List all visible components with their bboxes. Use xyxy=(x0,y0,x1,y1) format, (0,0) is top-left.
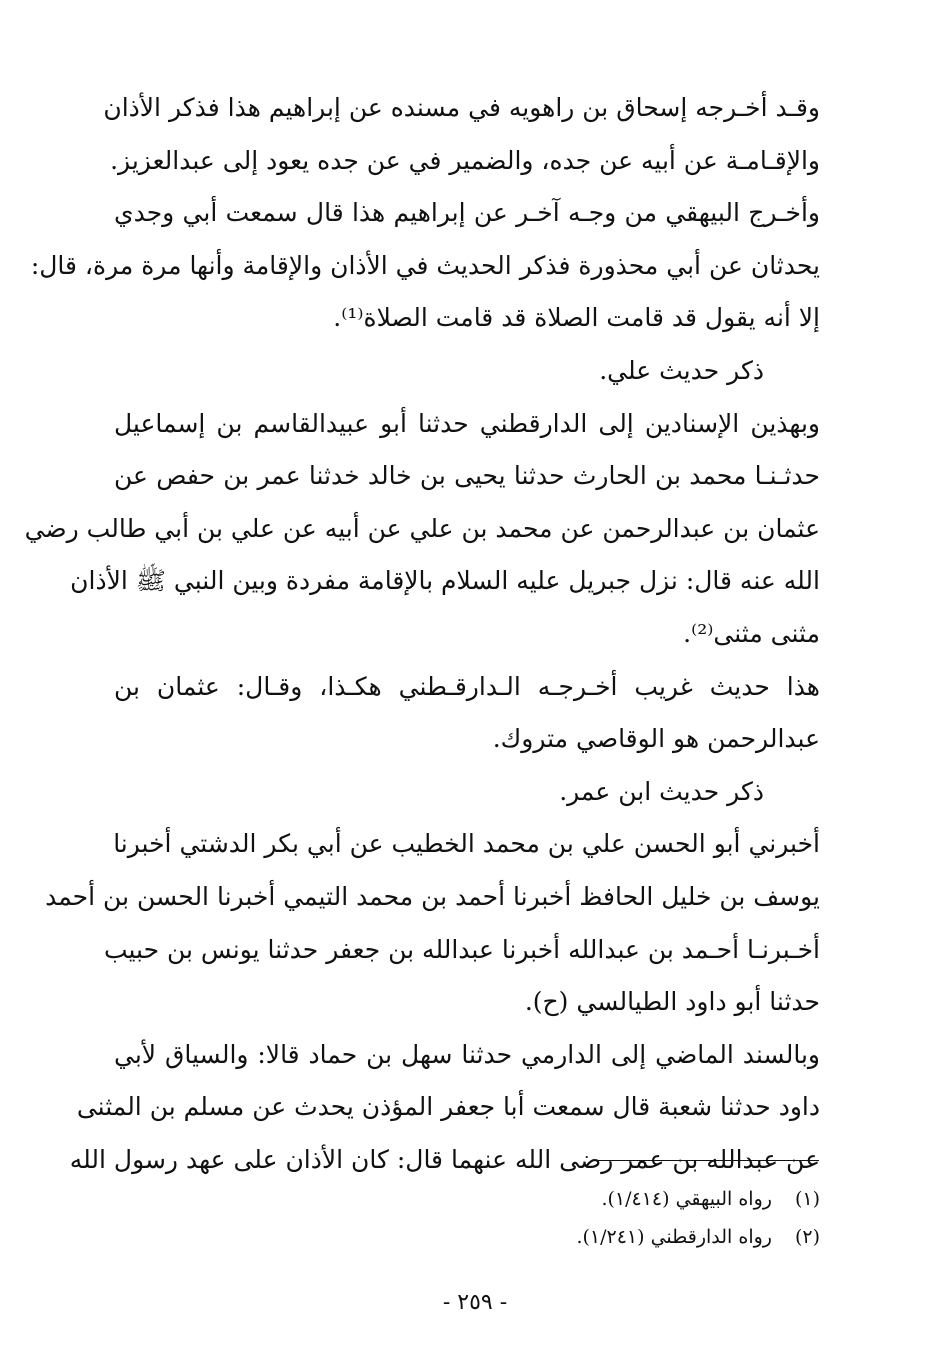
text-line: إلا أنه يقول قد قامت الصلاة قد قامت الصلاة⁽¹⁾. xyxy=(333,303,820,333)
text-line: أخبرني أبو الحسن علي بن محمد الخطيب عن أبي بكر الدشتي أخبرنا xyxy=(113,829,820,859)
text-line: عثمان بن عبدالرحمن عن محمد بن علي عن أبيه عن علي بن أبي طالب رضي xyxy=(24,513,820,543)
text-line: حدثـنـا محمد بن الحارث حدثنا يحيى بن خالد خدثنا عمر بن حفص عن xyxy=(114,461,820,491)
footnote-text: رواه الدارقطني (١/٢٤١). xyxy=(576,1226,772,1248)
footnote-text: رواه البيهقي (١/٤١٤). xyxy=(601,1188,772,1210)
footnote-item xyxy=(576,1180,820,1218)
text-line: هذا حديث غريب أخـرجـه الـدارقـطني هكـذا، وقـال: عثمان بن xyxy=(114,671,820,701)
text-line: والإقـامـة عن أبيه عن جده، والضمير في عن جده يعود إلى عبدالعزيز. xyxy=(110,145,820,175)
text-line: وقـد أخـرجه إسحاق بن راهويه في مسنده عن إبراهيم هذا فذكر الأذان xyxy=(103,93,820,122)
text-line: حدثنا أبو داود الطيالسي (ح). xyxy=(524,987,820,1017)
footnotes xyxy=(576,1180,820,1256)
text-line: داود حدثنا شعبة قال سمعت أبا جعفر المؤذن يحدث عن مسلم بن المثنى xyxy=(76,1092,820,1122)
footnote-divider xyxy=(597,1160,819,1161)
text-line: مثنى مثنى⁽²⁾. xyxy=(683,618,820,648)
page-number: - ٢٥٩ - xyxy=(442,1290,508,1315)
section-heading-ibn-umar: ذكر حديث ابن عمر. xyxy=(559,776,764,806)
text-line: عن عبدالله بن عمر رضى الله عنهما قال: كان الأذان على عهد رسول الله xyxy=(69,1144,820,1174)
main-text xyxy=(24,82,820,1186)
text-line: وبهذين الإسنادين إلى الدارقطني حدثنا أبو عبيدالقاسم بن إسماعيل xyxy=(114,408,820,438)
footnote-item xyxy=(576,1218,820,1256)
text-line: وبالسند الماضي إلى الدارمي حدثنا سهل بن حماد قالا: والسياق لأبي xyxy=(114,1039,820,1069)
text-line: يحدثان عن أبي محذورة فذكر الحديث في الأذان والإقامة وأنها مرة مرة، قال: xyxy=(30,250,820,280)
text-line: أخـبرنـا أحـمد بن عبدالله أخبرنا عبدالله بن جعفر حدثنا يونس بن حبيب xyxy=(103,934,820,964)
footnote-number: (١) xyxy=(794,1188,820,1210)
text-line: الله عنه قال: نزل جبريل عليه السلام بالإقامة مفردة وبين النبي ﷺ الأذان xyxy=(70,566,820,596)
text-line: عبدالرحمن هو الوقاصي متروك. xyxy=(492,724,820,754)
section-heading-ali: ذكر حديث علي. xyxy=(599,355,764,385)
text-line: وأخـرج البيهقي من وجـه آخـر عن إبراهيم هذا قال سمعت أبي وجدي xyxy=(114,198,820,228)
text-line: يوسف بن خليل الحافظ أخبرنا أحمد بن محمد التيمي أخبرنا الحسن بن أحمد xyxy=(45,881,820,911)
footnote-number: (٢) xyxy=(794,1226,820,1248)
